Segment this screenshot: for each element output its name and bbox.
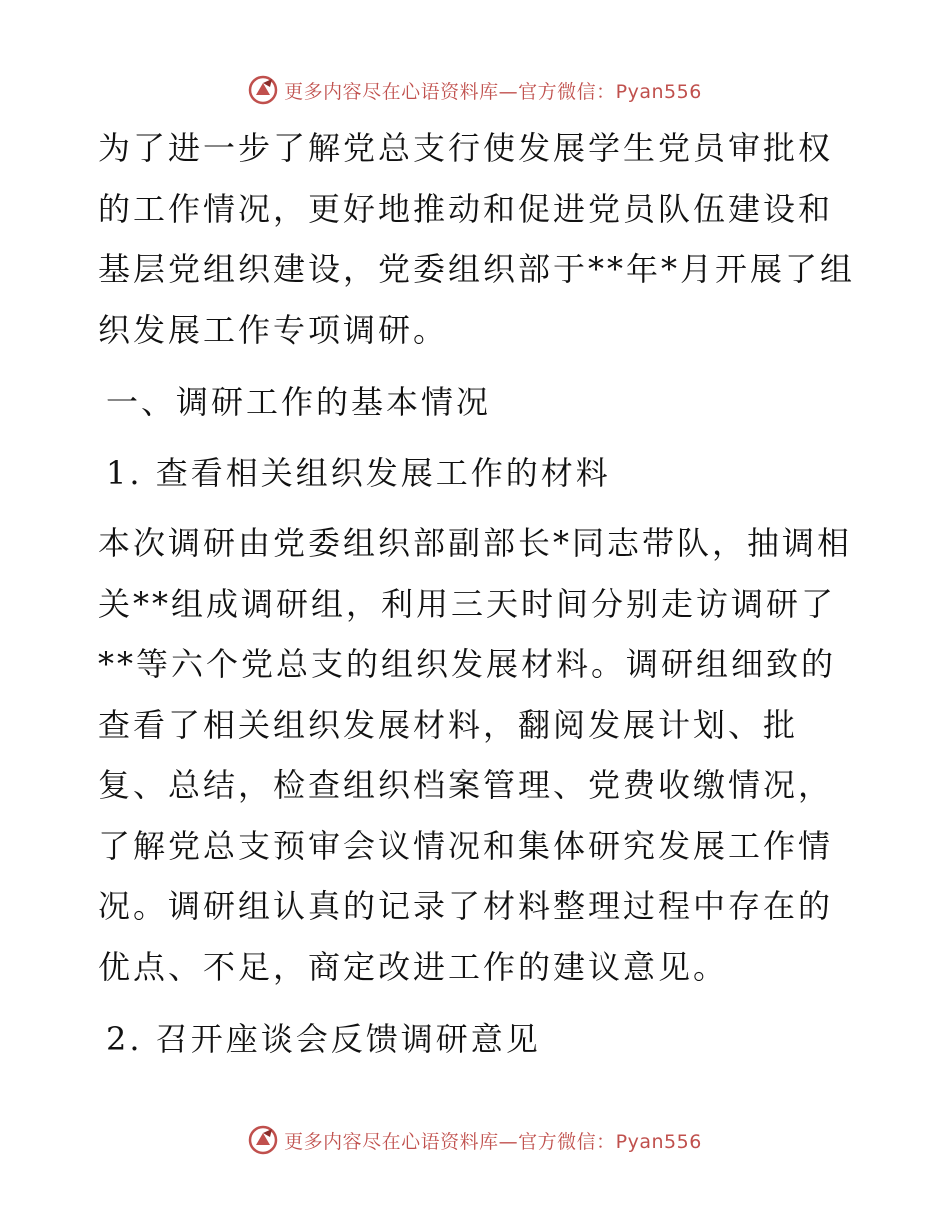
item-paragraph-1: 本次调研由党委组织部副部长*同志带队，抽调相关**组成调研组，利用三天时间分别走访调研了**等六个党总支的组织发展材料。调研组细致的查看了相关组织发展材料，翻阅发展计划、批复、总结，检查组织档案管理、党费收缴情况，了解党总支预审会议情况和集体研究发展工作情况。调研组认真的记录了材料整理过程中存在的优点、不足，商定改进工作的建议意见。 <box>98 524 853 986</box>
watermark-text: 更多内容尽在心语资料库—官方微信：Pyan556 <box>284 1130 702 1153</box>
watermark-footer <box>0 1120 950 1160</box>
brand-logo-icon <box>248 1125 278 1155</box>
intro-paragraph: 为了进一步了解党总支行使发展学生党员审批权的工作情况，更好地推动和促进党员队伍建设和基层党组织建设，党委组织部于**年*月开展了组织发展工作专项调研。 <box>98 129 856 349</box>
section-heading: 一、调研工作的基本情况 <box>106 383 492 421</box>
brand-logo-icon <box>248 75 278 105</box>
watermark-header <box>0 70 950 110</box>
item-heading-2: 2. 召开座谈会反馈调研意见 <box>106 1020 541 1058</box>
watermark-text: 更多内容尽在心语资料库—官方微信：Pyan556 <box>284 80 702 103</box>
document-body <box>98 118 858 1070</box>
item-heading-1: 1. 查看相关组织发展工作的材料 <box>106 453 611 492</box>
